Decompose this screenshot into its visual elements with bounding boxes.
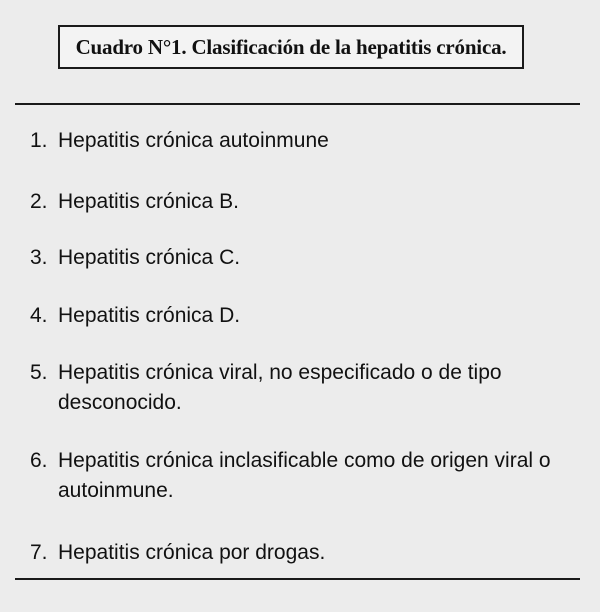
item-text: Hepatitis crónica C. [58,246,241,269]
item-number: 2. [30,190,48,213]
item-number: 4. [30,304,48,327]
item-number: 6. [30,449,48,472]
list-item [30,243,590,273]
item-number: 7. [30,541,48,564]
table-title-box [58,25,524,69]
top-divider [15,103,580,105]
item-number: 1. [30,129,48,152]
bottom-divider [15,578,580,580]
list-item [30,358,590,418]
list-item [30,301,590,331]
list-item [30,187,590,217]
item-number: 5. [30,361,48,384]
item-text: Hepatitis crónica D. [58,304,241,327]
item-text: Hepatitis crónica B. [58,190,239,213]
item-text: Hepatitis crónica por drogas. [58,541,326,564]
item-text: Hepatitis crónica inclasificable como de origen viral o autoinmune. [58,449,551,502]
item-text: Hepatitis crónica autoinmune [58,129,329,152]
table-title: Cuadro N°1. Clasificación de la hepatitis crónica. [75,34,507,59]
list-item [30,126,590,156]
list-item [30,538,590,568]
item-number: 3. [30,246,48,269]
item-text: Hepatitis crónica viral, no especificado o de tipo desconocido. [58,361,502,414]
list-item [30,446,590,506]
